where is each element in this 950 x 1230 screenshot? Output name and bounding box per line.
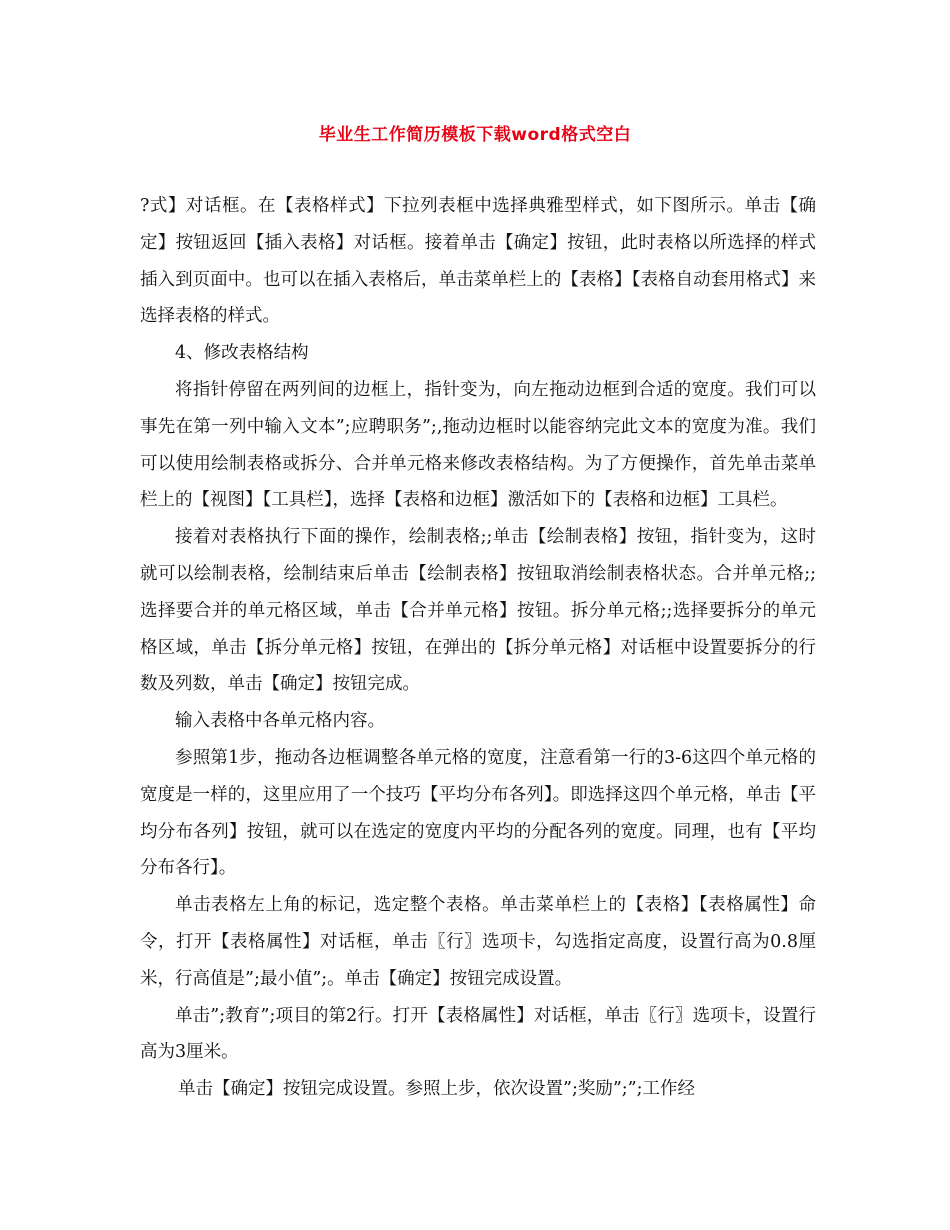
paragraph-4: 接着对表格执行下面的操作，绘制表格;;单击【绘制表格】按钮，指针变为，这时就可以绘制表格，绘制结束后单击【绘制表格】按钮取消绘制表格状态。合并单元格;;选择要合并的单元格区域，单击【合并单元格】按钮。拆分单元格;;选择要拆分的单元格区域，单击【拆分单元格】按钮，在弹出的【拆分单元格】对话框中设置要拆分的行数及列数，单击【确定】按钮完成。 <box>140 527 816 695</box>
paragraph-7: 单击表格左上角的标记，选定整个表格。单击菜单栏上的【表格】【表格属性】命令，打开【表格属性】对话框，单击〖行〗选项卡，勾选指定高度，设置行高为0.8厘米，行高值是”;最小值”;。单击【确定】按钮完成设置。 <box>140 895 816 989</box>
document-body <box>140 188 816 1108</box>
paragraph-5: 输入表格中各单元格内容。 <box>175 711 385 732</box>
paragraph-9: 单击【确定】按钮完成设置。参照上步，依次设置”;奖励”;”;工作经 <box>178 1079 696 1100</box>
paragraph-3: 将指针停留在两列间的边框上，指针变为，向左拖动边框到合适的宽度。我们可以事先在第一列中输入文本”;应聘职务”;,拖动边框时以能容纳完此文本的宽度为准。我们可以使用绘制表格或拆分、合并单元格来修改表格结构。为了方便操作，首先单击菜单栏上的【视图】【工具栏】，选择【表格和边框】激活如下的【表格和边框】工具栏。 <box>140 379 816 511</box>
paragraph-1: ?式】对话框。在【表格样式】下拉列表框中选择典雅型样式，如下图所示。单击【确定】按钮返回【插入表格】对话框。接着单击【确定】按钮，此时表格以所选择的样式插入到页面中。也可以在插入表格后，单击菜单栏上的【表格】【表格自动套用格式】来选择表格的样式。 <box>140 196 816 327</box>
paragraph-8: 单击”;教育”;项目的第2行。打开【表格属性】对话框，单击〖行〗选项卡，设置行高为3厘米。 <box>140 1005 816 1063</box>
paragraph-heading-modify-structure: 4、修改表格结构 <box>175 343 309 364</box>
document-title: 毕业生工作简历模板下载word格式空白 <box>318 125 632 145</box>
paragraph-6: 参照第1步，拖动各边框调整各单元格的宽度，注意看第一行的3-6这四个单元格的宽度是一样的，这里应用了一个技巧【平均分布各列】。即选择这四个单元格，单击【平均分布各列】按钮，就可以在选定的宽度内平均的分配各列的宽度。同理，也有【平均分布各行】。 <box>140 747 816 879</box>
